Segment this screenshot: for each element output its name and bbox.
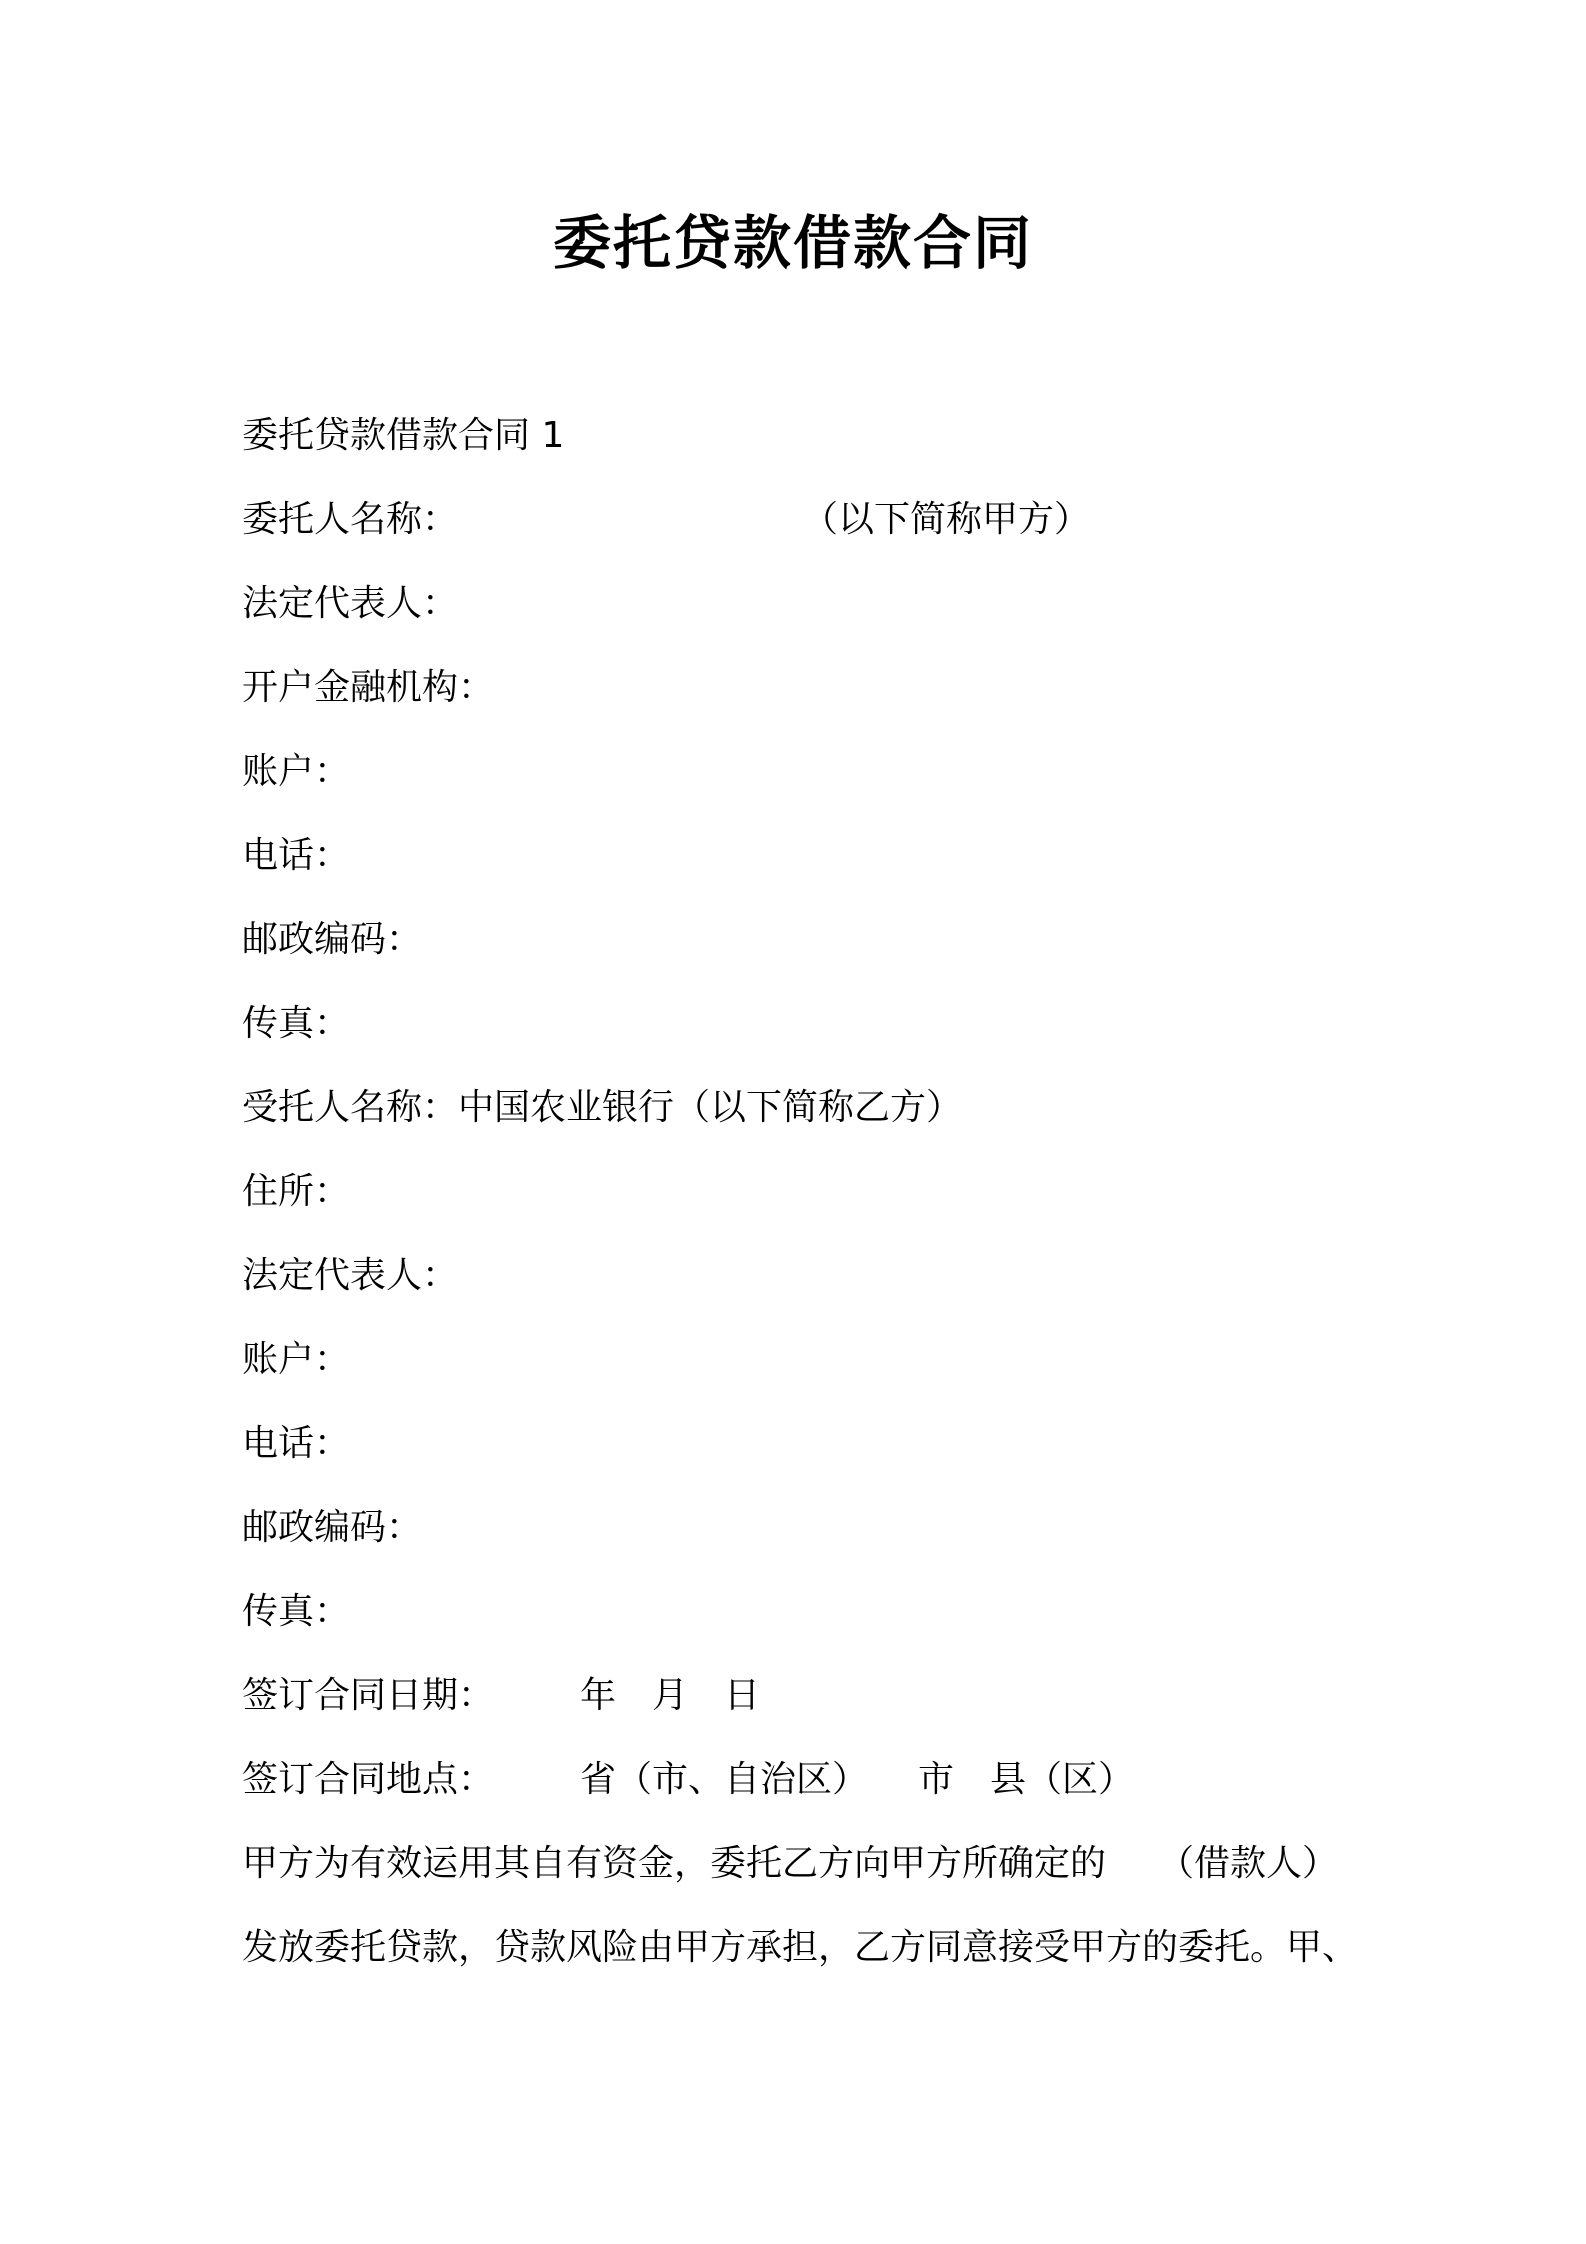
trustee-name-line: 受托人名称：中国农业银行（以下简称乙方） [242, 1087, 963, 1128]
body-paragraph-line: 发放委托贷款，贷款风险由甲方承担，乙方同意接受甲方的委托。甲、 [242, 1927, 1359, 1968]
body-paragraph-line [242, 1840, 1339, 1888]
contract-place-province: 省（市、自治区） [580, 1759, 869, 1800]
document-line: 邮政编码： [242, 1507, 423, 1548]
document-line: 电话： [242, 1423, 351, 1464]
contract-date-placeholder: 年 月 日 [580, 1675, 761, 1716]
document-line: 传真： [242, 1003, 351, 1044]
document-line: 住所： [242, 1171, 351, 1212]
document-title: 委托贷款借款合同 [552, 209, 1033, 277]
document-line: 账户： [242, 751, 351, 792]
contract-date-line [242, 1672, 761, 1720]
document-line: 传真： [242, 1591, 351, 1632]
document-line: 邮政编码： [242, 919, 423, 960]
contract-place-label: 签订合同地点： [242, 1759, 495, 1800]
document-line: 账户： [242, 1339, 351, 1380]
principal-suffix: （以下简称甲方） [802, 499, 1091, 540]
contract-date-label: 签订合同日期： [242, 1675, 495, 1716]
principal-name-line [242, 496, 1091, 544]
document-line: 委托贷款借款合同 1 [242, 415, 565, 456]
contract-place-city: 市 县（区） [918, 1759, 1135, 1800]
borrower-label: （借款人） [1158, 1843, 1339, 1884]
document-line: 法定代表人： [242, 583, 459, 624]
document-line: 电话： [242, 835, 351, 876]
body-text: 甲方为有效运用其自有资金，委托乙方向甲方所确定的 [242, 1843, 1107, 1884]
document-line: 开户金融机构： [242, 667, 495, 708]
contract-place-line [242, 1756, 1135, 1804]
document-line: 法定代表人： [242, 1255, 459, 1296]
principal-name-label: 委托人名称： [242, 499, 459, 540]
